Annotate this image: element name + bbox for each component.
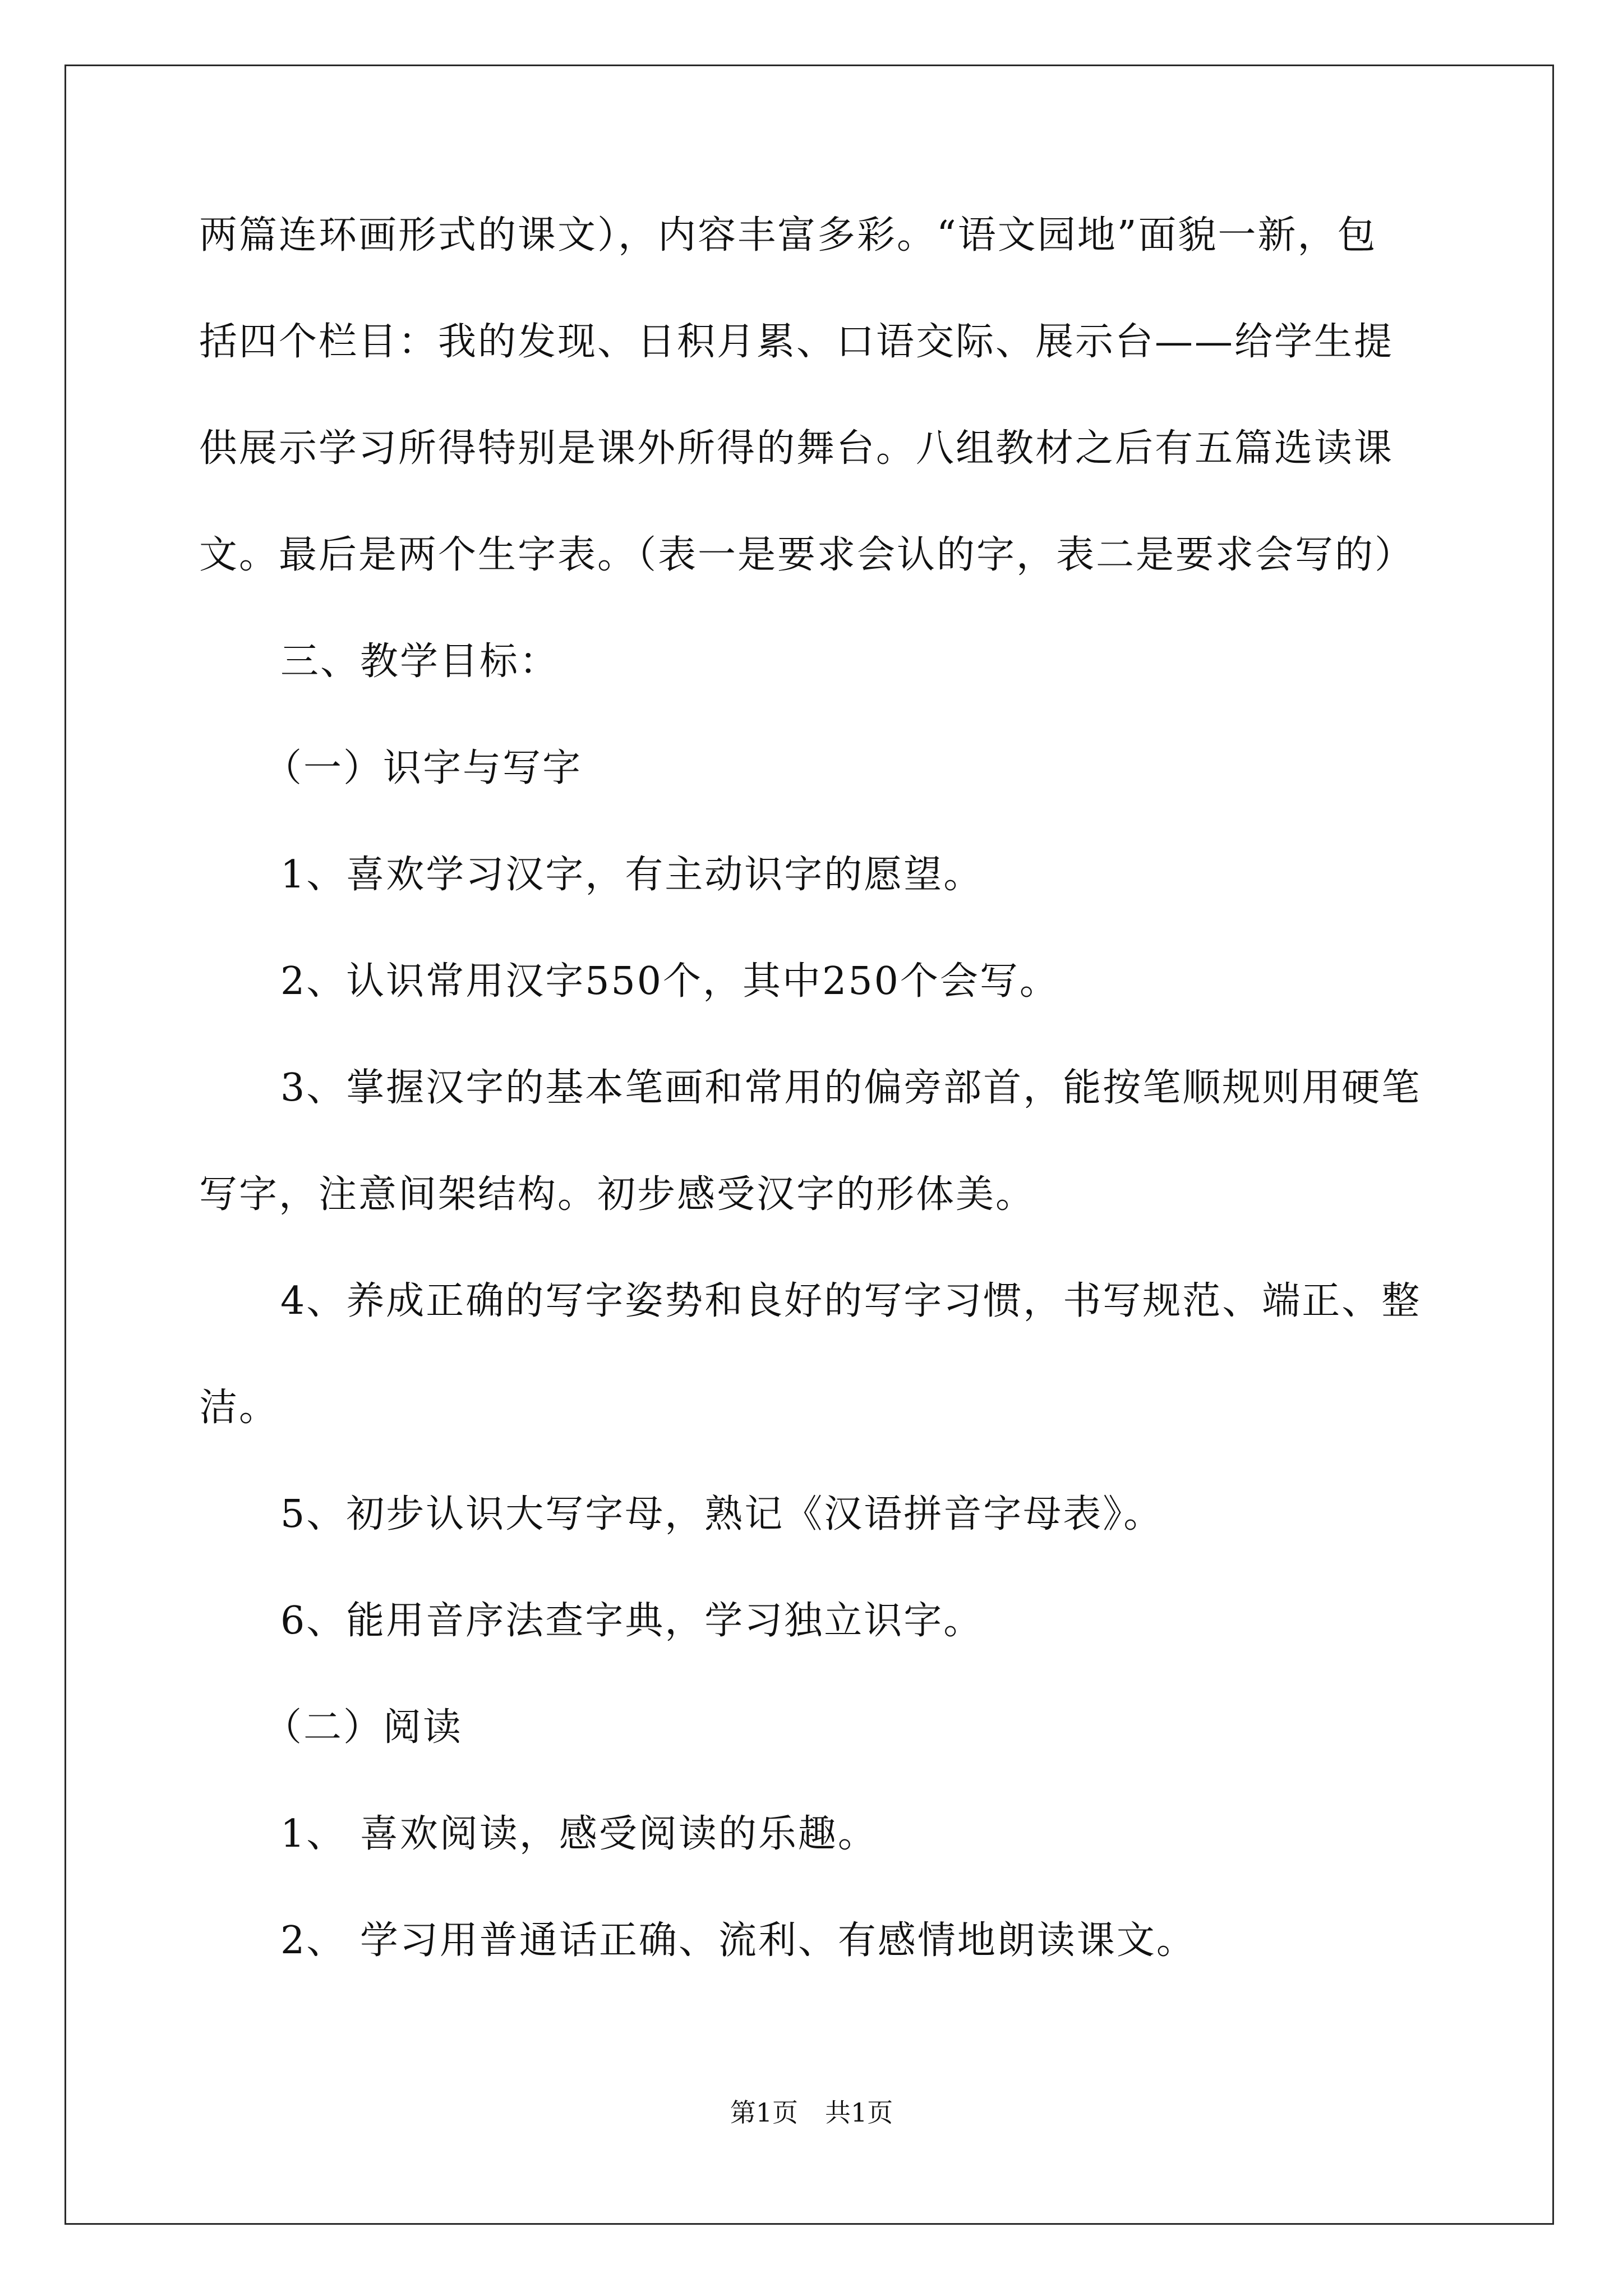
subsection-heading: （二）阅读: [264, 1705, 463, 1750]
text-line: 两篇连环画形式的课文），内容丰富多彩。“语文园地”面貌一新，包: [199, 213, 1377, 257]
page-number: 第1页: [730, 2097, 798, 2128]
list-item: 1、 喜欢阅读，感受阅读的乐趣。: [280, 1812, 878, 1856]
list-item: 5、初步认识大写字母，熟记《汉语拼音字母表》。: [280, 1492, 1164, 1536]
list-item-continued: 洁。: [199, 1386, 279, 1430]
page-total: 共1页: [825, 2097, 893, 2128]
list-item: 2、认识常用汉字550个，其中250个会写。: [280, 959, 1059, 1004]
section-heading: 三、教学目标：: [280, 639, 560, 684]
list-item-continued: 写字，注意间架结构。初步感受汉字的形体美。: [199, 1172, 1036, 1217]
text-line: 括四个栏目：我的发现、日积月累、口语交际、展示台——给学生提: [199, 320, 1394, 364]
list-item: 1、喜欢学习汉字，有主动识字的愿望。: [280, 853, 984, 897]
page-border: [64, 65, 1554, 2225]
subsection-heading: （一）识字与写字: [264, 746, 583, 790]
page-footer: [0, 2097, 1623, 2128]
list-item: 3、掌握汉字的基本笔画和常用的偏旁部首，能按笔顺规则用硬笔: [280, 1066, 1422, 1110]
list-item: 4、养成正确的写字姿势和良好的写字习惯，书写规范、端正、整: [280, 1279, 1422, 1323]
list-item: 2、 学习用普通话正确、流利、有感情地朗读课文。: [280, 1918, 1196, 1963]
text-line: 供展示学习所得特别是课外所得的舞台。八组教材之后有五篇选读课: [199, 426, 1394, 471]
text-line: 文。最后是两个生字表。（表一是要求会认的字，表二是要求会写的）: [199, 533, 1415, 577]
list-item: 6、能用音序法查字典，学习独立识字。: [280, 1599, 984, 1643]
